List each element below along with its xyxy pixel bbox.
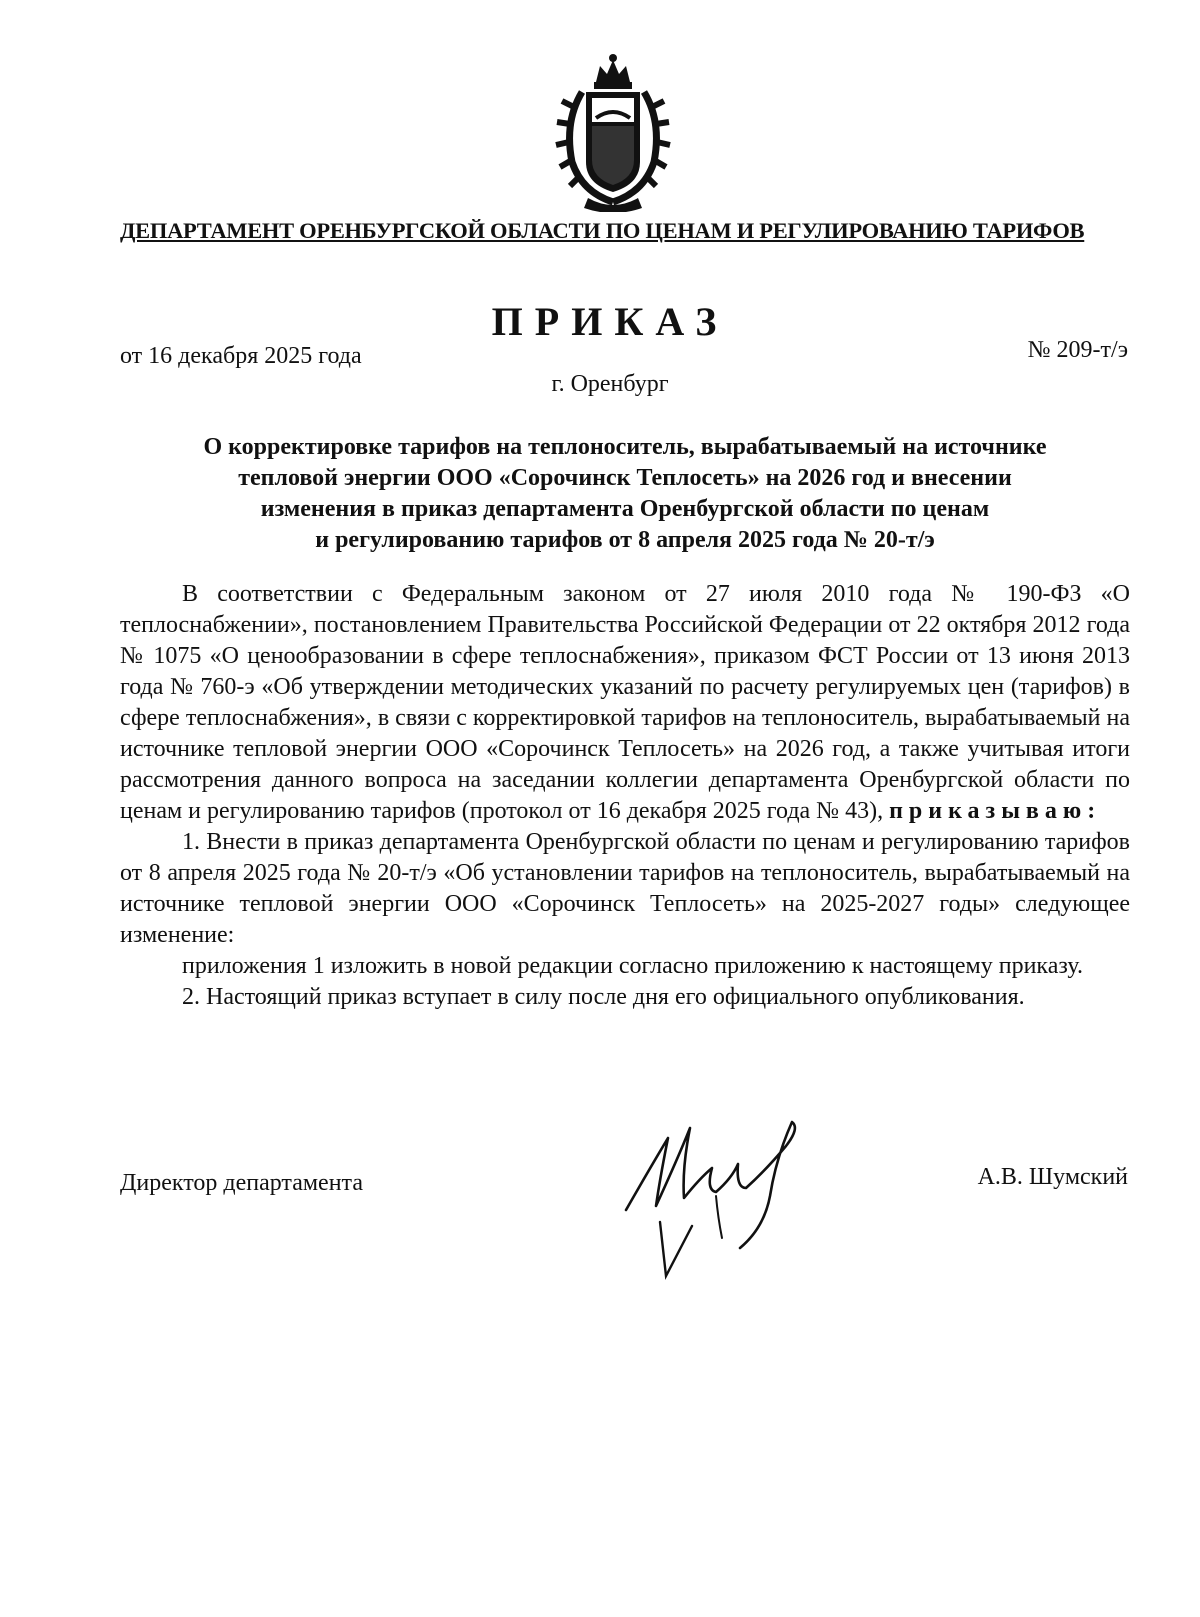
subject-line: изменения в приказ департамента Оренбургской области по ценам (260, 496, 990, 522)
preamble-text: В соответствии с Федеральным законом от 27 июля 2010 года № 190-ФЗ «О теплоснабжении», постановлением Правительства Российской Федерации от 22 октября 2012 года № 1075 «О ценообразовании в сфере теплоснабжения», приказом ФСТ России от 13 июня 2013 года № 760-э «Об утверждении методических указаний по расчету регулируемых цен (тарифов) в сфере теплоснабжения», в связи с корректировкой тарифов на теплоноситель, вырабатываемый на источнике тепловой энергии ООО «Сорочинск Теплосеть» на 2026 год, а также учитывая итоги рассмотрения данного вопроса на заседании коллегии департамента Оренбургской области по ценам и регулированию тарифов (протокол от 16 декабря 2025 года № 43), (120, 581, 1130, 824)
order-number: № 209-т/э (1027, 337, 1128, 363)
handwritten-signature (620, 1118, 820, 1283)
item-1-paragraph: 1. Внести в приказ департамента Оренбургской области по ценам и регулированию тарифов от 8 апреля 2025 года № 20-т/э «Об установлении тарифов на теплоноситель, вырабатываемый на источнике тепловой энергии ООО «Сорочинск Теплосеть» на 2025-2027 годы» следующее изменение: (120, 829, 1130, 948)
order-body (120, 579, 1130, 1013)
item-1-text-paragraph: приложения 1 изложить в новой редакции согласно приложению к настоящему приказу. (182, 953, 1083, 979)
order-date: от 16 декабря 2025 года (120, 343, 362, 369)
order-subject (120, 432, 1130, 556)
order-word: приказываю: (889, 798, 1102, 824)
subject-line: О корректировке тарифов на теплоноситель, вырабатываемый на источнике (203, 434, 1047, 460)
signatory-position: Директор департамента (120, 1170, 363, 1196)
coat-of-arms-emblem (552, 52, 674, 212)
preamble-paragraph (120, 579, 1130, 827)
document-type-title: ПРИКАЗ (491, 299, 729, 344)
signatory-name: А.В. Шумский (977, 1164, 1128, 1190)
department-name: ДЕПАРТАМЕНТ ОРЕНБУРГСКОЙ ОБЛАСТИ ПО ЦЕНАМ И РЕГУЛИРОВАНИЮ ТАРИФОВ (120, 218, 1085, 243)
subject-line: и регулированию тарифов от 8 апреля 2025 года № 20-т/э (315, 527, 935, 553)
item-2-paragraph: 2. Настоящий приказ вступает в силу после дня его официального опубликования. (182, 984, 1025, 1010)
order-city: г. Оренбург (551, 371, 669, 397)
subject-line: тепловой энергии ООО «Сорочинск Теплосеть» на 2026 год и внесении (238, 465, 1012, 491)
